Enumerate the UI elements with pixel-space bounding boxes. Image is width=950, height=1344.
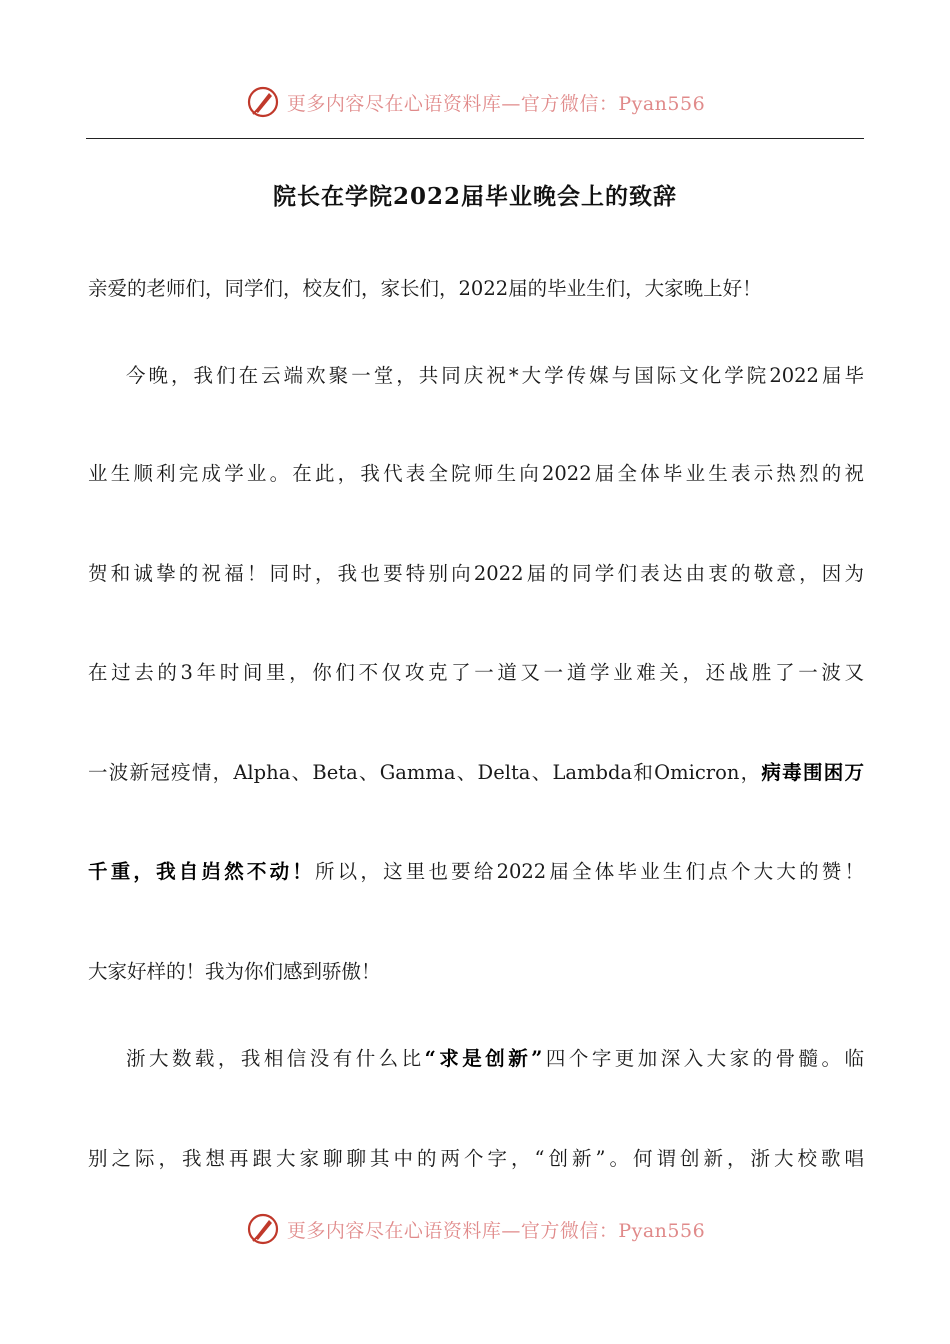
paragraph-1-line-3: 贺和诚挚的祝福！同时，我也要特别向2022届的同学们表达由衷的敬意，因为 (88, 562, 864, 585)
line-9-bold: “求是创新” (424, 1047, 543, 1070)
paragraph-1-line-6 (88, 858, 864, 886)
header-divider (86, 138, 864, 139)
line-9-regular-a: 浙大数载，我相信没有什么比 (126, 1047, 425, 1070)
paragraph-1-line-2: 业生顺利完成学业。在此，我代表全院师生向2022届全体毕业生表示热烈的祝 (88, 462, 864, 485)
line-9-regular-b: 四个字更加深入大家的骨髓。临 (542, 1047, 864, 1070)
paragraph-2-line-2: 别之际，我想再跟大家聊聊其中的两个字，“创新”。何谓创新，浙大校歌唱 (88, 1147, 864, 1170)
document-title: 院长在学院2022届毕业晚会上的致辞 (272, 183, 677, 210)
header-brand-text: 更多内容尽在心语资料库—官方微信：Pyan556 (286, 92, 706, 115)
line-5-regular: 一波新冠疫情，Alpha、Beta、Gamma、Delta、Lambda和Omicron， (88, 761, 762, 784)
paragraph-1-line-5 (88, 759, 864, 787)
line-6-bold: 千重，我自岿然不动！ (88, 860, 315, 883)
footer-brand (0, 1211, 950, 1247)
paragraph-1-line-7: 大家好样的！我为你们感到骄傲！ (88, 960, 381, 983)
footer-brand-text: 更多内容尽在心语资料库—官方微信：Pyan556 (286, 1219, 706, 1242)
line-5-bold: 病毒围困万 (761, 761, 864, 784)
line-6-regular: 所以，这里也要给2022届全体毕业生们点个大大的赞！ (314, 860, 864, 883)
salutation-line: 亲爱的老师们，同学们，校友们，家长们，2022届的毕业生们，大家晚上好！ (88, 277, 762, 300)
paragraph-2-line-1 (88, 1045, 864, 1073)
paragraph-1-line-4: 在过去的3年时间里，你们不仅攻克了一道又一道学业难关，还战胜了一波又 (88, 661, 864, 684)
feather-pen-logo-icon (245, 84, 281, 120)
feather-pen-logo-icon (245, 1211, 281, 1247)
header-brand (0, 84, 950, 120)
paragraph-1-line-1: 今晚，我们在云端欢聚一堂，共同庆祝*大学传媒与国际文化学院2022届毕 (126, 364, 864, 387)
